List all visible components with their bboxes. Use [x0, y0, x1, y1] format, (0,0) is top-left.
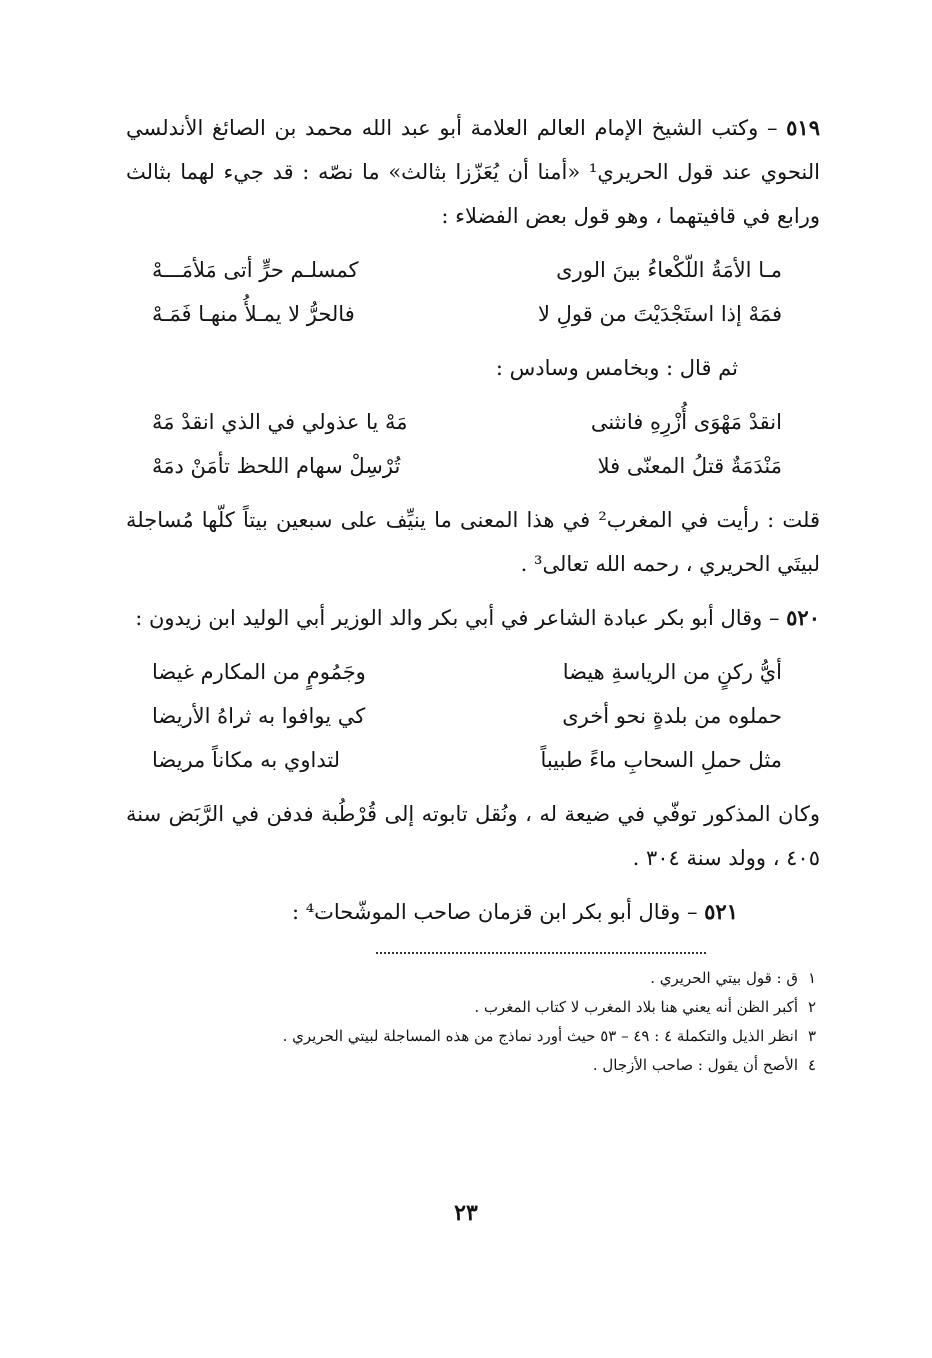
- verse-line: [152, 400, 782, 444]
- paragraph-text: – وقال أبو بكر عبادة الشاعر في أبي بكر والد الوزير أبي الوليد ابن زيدون :: [135, 606, 787, 630]
- hemistich-first: مـا الأمَةُ اللّكْعاءُ بينَ الورى: [556, 258, 782, 282]
- footnote-separator: [376, 952, 706, 954]
- hemistich-second: وجَمُومٍ من المكارم غيضا: [152, 660, 366, 684]
- verse-line: [152, 738, 782, 782]
- footnote-text: الأصح أن يقول : صاحب الأزجال .: [592, 1056, 798, 1074]
- entry-number: ٥١٩: [786, 115, 820, 140]
- hemistich-second: لتداوي به مكاناً مريضا: [152, 748, 341, 772]
- footnote-number: ٣: [807, 1027, 816, 1045]
- paragraph-khamis: ثم قال : وبخامس وسادس :: [495, 356, 738, 380]
- footnote: [126, 1051, 816, 1080]
- footnote: [126, 993, 816, 1022]
- hemistich-second: فالحرُّ لا يمـلأُ منهـا فَمَـهْ: [152, 302, 355, 326]
- verse-line: [152, 444, 782, 488]
- hemistich-first: حملوه من بلدةٍ نحو أخرى: [562, 704, 782, 728]
- hemistich-second: كمسلـم حرٍّ أتى مَلأمَـــهْ: [152, 258, 359, 282]
- verse-block-3: [152, 650, 782, 782]
- hemistich-first: مَنْدَمَةٌ قتلُ المعنّى فلا: [597, 454, 782, 478]
- paragraph-520: [126, 596, 820, 640]
- verse-line: [152, 248, 782, 292]
- paragraph-qult: قلت : رأيت في المغرب² في هذا المعنى ما ينيِّف على سبعين بيتاً كلّها مُساجلة لبيتَي الحريري ، رحمه الله تعالى³ .: [126, 508, 820, 576]
- hemistich-second: كي يوافوا به ثراهُ الأريضا: [152, 704, 366, 728]
- footnote-number: ٢: [807, 998, 816, 1016]
- paragraph-wakan: وكان المذكور توفّي في ضيعة له ، ونُقل تابوته إلى قُرْطُبة فدفن في الرَّبَض سنة ٤٠٥ ، وولد سنة ٣٠٤ .: [126, 802, 820, 870]
- paragraph-text: – وكتب الشيخ الإمام العالم العلامة أبو عبد الله محمد بن الصائغ الأندلسي النحوي عند قول الحريري¹ «أمنا أن يُعَزّزا بثالث» ما نصّه : قد جيء لهما بثالث ورابع في قافيتهما ، وهو قول بعض الفضلاء :: [126, 116, 820, 228]
- footnote-number: ٤: [807, 1056, 816, 1074]
- verse-line: [152, 694, 782, 738]
- paragraph-text: – وقال أبو بكر ابن قزمان صاحب الموشّحات⁴ :: [291, 900, 705, 924]
- hemistich-first: انقدْ مَهْوَى أُزْرِهِ فانثنى: [590, 410, 782, 434]
- paragraph-521: [126, 890, 820, 934]
- verse-block-2: [152, 400, 782, 488]
- footnote-text: ق : قول بيتي الحريري .: [650, 969, 798, 987]
- footnote: [126, 1022, 816, 1051]
- footnote-number: ١: [807, 969, 816, 987]
- hemistich-first: مثل حملِ السحابِ ماءً طبيباً: [540, 748, 782, 772]
- hemistich-first: فمَهْ إذا استَجْدَيْتَ من قولِ لا: [537, 302, 782, 326]
- verse-line: [152, 650, 782, 694]
- entry-number: ٥٢٠: [786, 605, 820, 630]
- footnotes: [126, 964, 820, 1080]
- verse-line: [152, 292, 782, 336]
- hemistich-second: تُرْسِلْ سهام اللحظ تأمَنْ دمَهْ: [152, 454, 401, 478]
- footnote-text: انظر الذيل والتكملة ٤ : ٤٩ – ٥٣ حيث أورد نماذج من هذه المساجلة لبيتي الحريري .: [282, 1027, 798, 1045]
- footnote-text: أكبر الظن أنه يعني هنا بلاد المغرب لا كتاب المغرب .: [474, 998, 798, 1016]
- hemistich-first: أيُّ ركنٍ من الرياسةِ هيضا: [562, 660, 782, 684]
- verse-block-1: [152, 248, 782, 336]
- page-number: ٢٣: [454, 1200, 478, 1226]
- hemistich-second: مَهْ يا عذولي في الذي انقدْ مَهْ: [152, 410, 408, 434]
- entry-number: ٥٢١: [704, 899, 738, 924]
- footnote: [126, 964, 816, 993]
- paragraph-519: [126, 106, 820, 238]
